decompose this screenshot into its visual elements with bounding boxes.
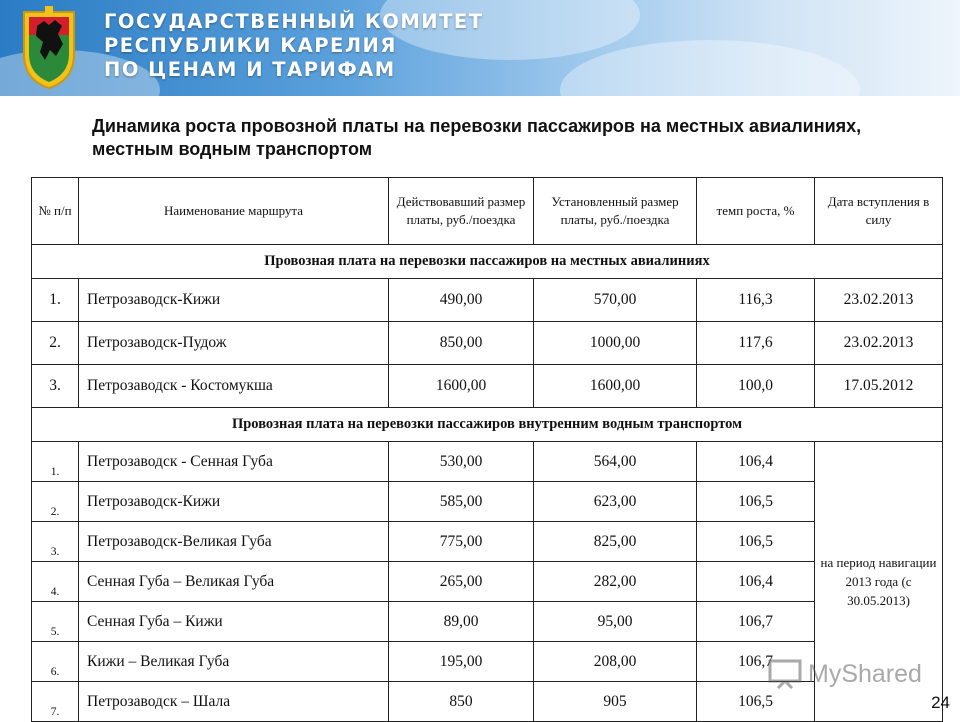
row-number: 1. [32,442,79,482]
route-name: Петрозаводск - Сенная Губа [79,442,389,482]
old-fare: 265,00 [389,562,534,602]
growth-rate: 117,6 [697,322,815,365]
growth-rate: 106,4 [697,442,815,482]
growth-rate: 116,3 [697,279,815,322]
route-name: Сенная Губа – Великая Губа [79,562,389,602]
section-row [32,408,943,442]
new-fare: 570,00 [534,279,697,322]
table-row [32,279,943,322]
table-header-row [32,178,943,245]
agency-line: ПО ЦЕНАМ И ТАРИФАМ [104,58,396,81]
column-header: Дата вступления в силу [815,178,943,245]
old-fare: 490,00 [389,279,534,322]
agency-name [104,10,484,82]
route-name: Петрозаводск-Пудож [79,322,389,365]
section-title: Провозная плата на перевозки пассажиров внутренним водным транспортом [32,408,943,442]
table-row [32,365,943,408]
new-fare: 282,00 [534,562,697,602]
page-number: 24 [931,693,950,712]
growth-rate: 106,5 [697,482,815,522]
route-name: Сенная Губа – Кижи [79,602,389,642]
table-row [32,322,943,365]
route-name: Петрозаводск-Кижи [79,279,389,322]
table-row [32,442,943,482]
column-header: Установленный размер платы, руб./поездка [534,178,697,245]
new-fare: 208,00 [534,642,697,682]
watermark-text: MyShared [808,659,922,688]
old-fare: 530,00 [389,442,534,482]
old-fare: 850,00 [389,322,534,365]
section-row [32,245,943,279]
table-row [32,482,943,522]
column-header: Действовавший размер платы, руб./поездка [389,178,534,245]
row-number: 7. [32,682,79,722]
old-fare: 585,00 [389,482,534,522]
column-header: Наименование маршрута [79,178,389,245]
growth-rate: 100,0 [697,365,815,408]
row-number: 6. [32,642,79,682]
header-banner [0,0,960,96]
row-number: 3. [32,365,79,408]
growth-rate: 106,7 [697,642,815,682]
growth-rate: 106,5 [697,682,815,722]
new-fare: 825,00 [534,522,697,562]
watermark [768,658,922,690]
agency-line: РЕСПУБЛИКИ КАРЕЛИЯ [104,34,397,57]
new-fare: 564,00 [534,442,697,482]
route-name: Петрозаводск – Шала [79,682,389,722]
new-fare: 1000,00 [534,322,697,365]
table-row [32,562,943,602]
route-name: Петрозаводск-Кижи [79,482,389,522]
new-fare: 905 [534,682,697,722]
table-row [32,602,943,642]
presentation-board-icon [768,659,802,689]
route-name: Петрозаводск - Костомукша [79,365,389,408]
new-fare: 1600,00 [534,365,697,408]
effective-date: 23.02.2013 [815,322,943,365]
agency-line: ГОСУДАРСТВЕННЫЙ КОМИТЕТ [104,10,484,33]
old-fare: 775,00 [389,522,534,562]
row-number: 2. [32,482,79,522]
route-name: Петрозаводск-Великая Губа [79,522,389,562]
table-row [32,522,943,562]
old-fare: 850 [389,682,534,722]
row-number: 3. [32,522,79,562]
slide-title: Динамика роста провозной платы на перевозки пассажиров на местных авиалиниях, местным водным транспортом [92,116,862,159]
row-number: 2. [32,322,79,365]
old-fare: 89,00 [389,602,534,642]
growth-rate: 106,4 [697,562,815,602]
growth-rate: 106,5 [697,522,815,562]
route-name: Кижи – Великая Губа [79,642,389,682]
tariff-table [31,177,943,722]
karelia-coat-of-arms-icon [18,4,80,90]
old-fare: 195,00 [389,642,534,682]
section-title: Провозная плата на перевозки пассажиров на местных авиалиниях [32,245,943,279]
column-header: № п/п [32,178,79,245]
row-number: 5. [32,602,79,642]
growth-rate: 106,7 [697,602,815,642]
old-fare: 1600,00 [389,365,534,408]
row-number: 4. [32,562,79,602]
new-fare: 95,00 [534,602,697,642]
effective-date: 17.05.2012 [815,365,943,408]
column-header: темп роста, % [697,178,815,245]
navigation-period-note: на период навигации 2013 года (с 30.05.2013) [815,442,943,722]
new-fare: 623,00 [534,482,697,522]
effective-date: 23.02.2013 [815,279,943,322]
row-number: 1. [32,279,79,322]
